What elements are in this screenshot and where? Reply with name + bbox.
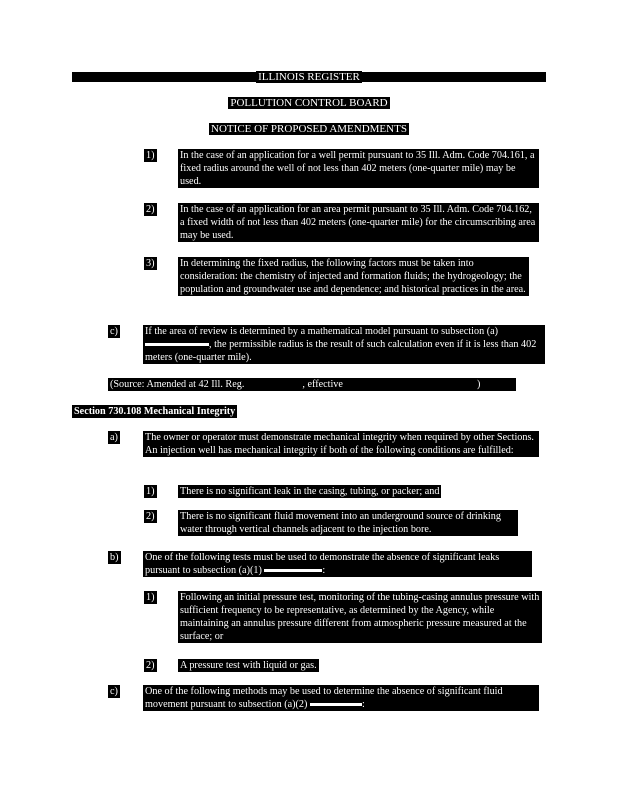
redaction — [145, 343, 209, 346]
paragraph: In the case of an application for an area permit pursuant to 35 Ill. Adm. Code 704.162, a fixed width of not less than 402 meters (one-quarter mile) for the circumscribing area may be used. — [178, 203, 539, 242]
list-marker: 2) — [146, 511, 155, 522]
register-title: ILLINOIS REGISTER — [258, 71, 360, 83]
list-marker: 2) — [146, 660, 155, 671]
redaction — [264, 569, 322, 572]
list-marker: c) — [110, 686, 118, 697]
source-note: (Source: Amended at 42 Ill. Reg. , effective ) — [108, 378, 516, 391]
list-marker: a) — [110, 432, 118, 443]
list-marker: c) — [110, 326, 118, 337]
paragraph: There is no significant leak in the casing, tubing, or packer; and — [180, 486, 440, 497]
paragraph: A pressure test with liquid or gas. — [180, 660, 317, 671]
paragraph: Following an initial pressure test, monitoring of the tubing-casing annulus pressure with sufficient frequency to be representative, as determined by the Agency, while maintaining an annulus pressure different from atmospheric pressure measured at the surface; or — [178, 591, 542, 643]
board-title: POLLUTION CONTROL BOARD — [230, 97, 388, 109]
list-marker: b) — [110, 552, 119, 563]
list-marker: 1) — [146, 486, 155, 497]
list-marker: 1) — [146, 592, 155, 603]
paragraph: There is no significant fluid movement into an underground source of drinking water through vertical channels adjacent to the injection bore. — [178, 510, 518, 536]
paragraph: The owner or operator must demonstrate mechanical integrity when required by other Sections. An injection well has mechanical integrity if both of the following conditions are fulfilled: — [143, 431, 539, 457]
list-marker: 2) — [146, 204, 155, 215]
paragraph: In determining the fixed radius, the following factors must be taken into consideration: the chemistry of injected and formation fluids; the hydrogeology; the population and groundwater use and dependence; and historical practices in the area. — [178, 257, 529, 296]
notice-title: NOTICE OF PROPOSED AMENDMENTS — [211, 123, 407, 135]
paragraph: One of the following methods may be used to determine the absence of significant fluid movement pursuant to subsection (a)(2) : — [143, 685, 539, 711]
list-marker: 1) — [146, 150, 155, 161]
section-heading: Section 730.108 Mechanical Integrity — [74, 406, 236, 417]
paragraph: One of the following tests must be used to demonstrate the absence of significant leaks pursuant to subsection (a)(1) : — [143, 551, 532, 577]
redaction — [310, 703, 362, 706]
list-marker: 3) — [146, 258, 155, 269]
paragraph: If the area of review is determined by a mathematical model pursuant to subsection (a) , the permissible radius is the result of such calculation even if it is less than 402 meters (one-quarter mile). — [143, 325, 545, 364]
paragraph: In the case of an application for a well permit pursuant to 35 Ill. Adm. Code 704.161, a fixed radius around the well of not less than 402 meters (one-quarter mile) may be used. — [178, 149, 539, 188]
